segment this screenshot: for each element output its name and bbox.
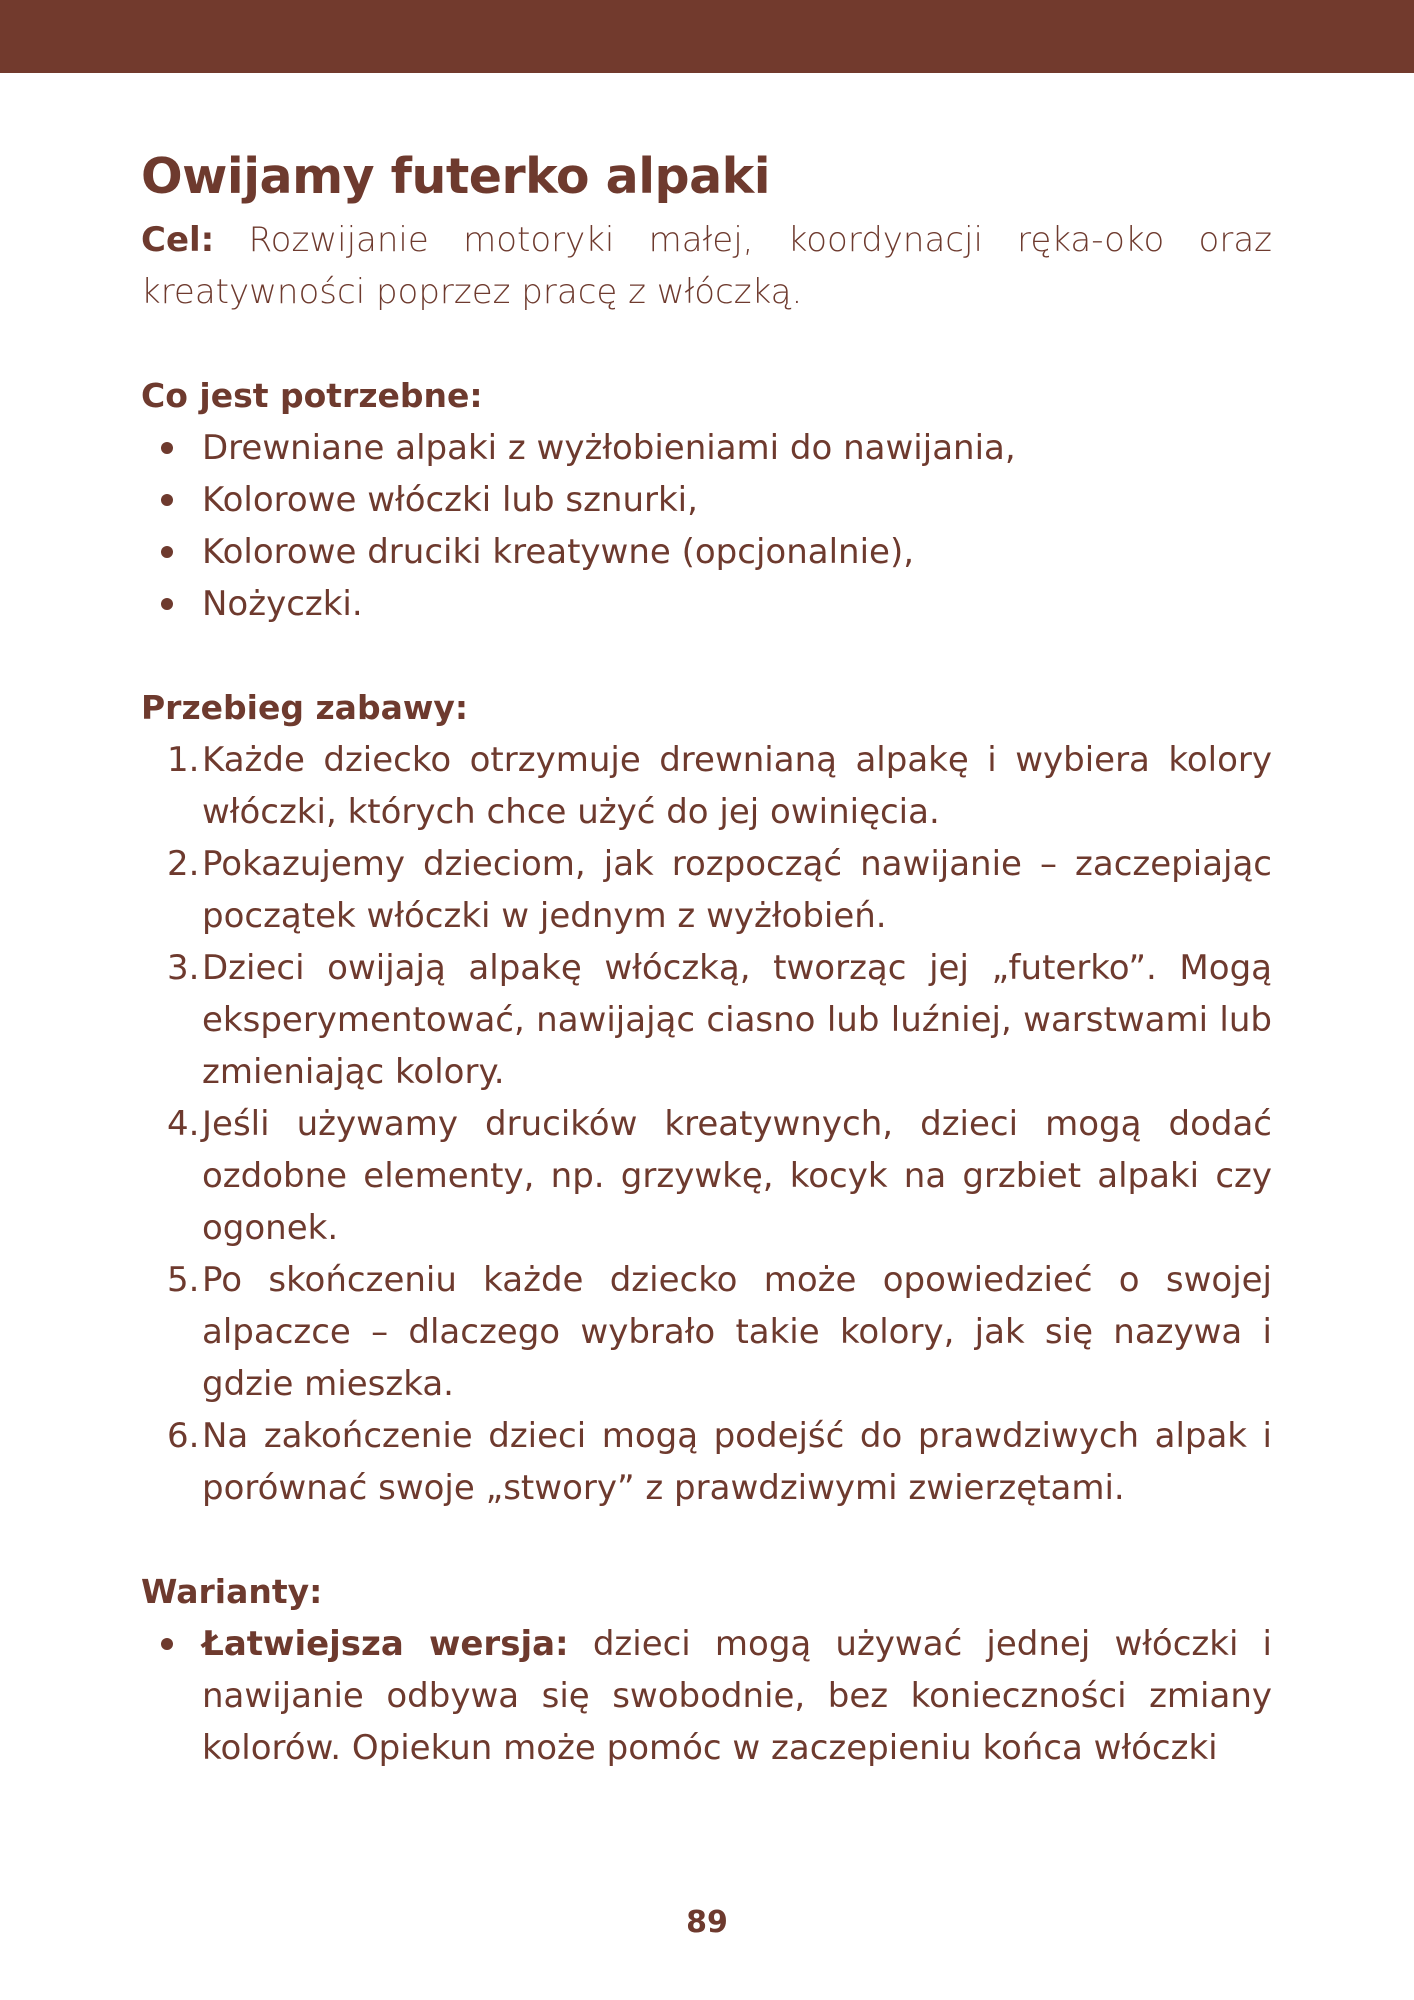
bullet-icon: [161, 1638, 173, 1650]
procedure-list: [141, 734, 1272, 1514]
goal-text: Rozwijanie motoryki małej, koordynacji ręka-oko oraz kreatywności poprzez pracę z włóczką.: [141, 220, 1273, 312]
bullet-icon: [161, 598, 173, 610]
goal-paragraph: [141, 214, 1272, 318]
step-item: [141, 1410, 1272, 1514]
list-item: [141, 578, 1272, 630]
procedure-heading: Przebieg zabawy:: [141, 688, 469, 727]
list-item: [141, 474, 1272, 526]
goal-label: Cel:: [141, 220, 215, 260]
step-text: Pokazujemy dzieciom, jak rozpocząć nawijanie – zaczepiając początek włóczki w jednym z wyżłobień.: [202, 844, 1272, 936]
materials-list: [141, 422, 1272, 630]
list-item-text: Kolorowe druciki kreatywne (opcjonalnie),: [202, 532, 915, 572]
variant-label: Łatwiejsza wersja:: [202, 1624, 569, 1664]
step-item: [141, 838, 1272, 942]
variant-item: [141, 1618, 1272, 1774]
step-number: 3.: [167, 948, 200, 988]
step-number: 1.: [167, 740, 200, 780]
step-item: [141, 942, 1272, 1098]
bullet-icon: [161, 494, 173, 506]
page-title: Owijamy futerko alpaki: [141, 148, 771, 205]
bullet-icon: [161, 442, 173, 454]
bullet-icon: [161, 546, 173, 558]
step-number: 5.: [167, 1260, 200, 1300]
list-item-text: Drewniane alpaki z wyżłobieniami do nawijania,: [202, 428, 1016, 468]
list-item-text: Nożyczki.: [202, 584, 363, 624]
variants-heading: Warianty:: [141, 1572, 323, 1611]
step-number: 2.: [167, 844, 200, 884]
step-item: [141, 734, 1272, 838]
materials-heading: Co jest potrzebne:: [141, 376, 483, 415]
step-text: Dzieci owijają alpakę włóczką, tworząc jej „futerko”. Mogą eksperymentować, nawijając ciasno lub luźniej, warstwami lub zmieniając kolory.: [202, 948, 1272, 1092]
step-item: [141, 1254, 1272, 1410]
step-number: 4.: [167, 1104, 200, 1144]
step-item: [141, 1098, 1272, 1254]
step-text: Każde dziecko otrzymuje drewnianą alpakę i wybiera kolory włóczki, których chce użyć do jej owinięcia.: [202, 740, 1272, 832]
variants-list: [141, 1618, 1272, 1774]
variant-text: dzieci mogą używać jednej włóczki i nawijanie odbywa się swobodnie, bez konieczności zmiany kolorów. Opiekun może pomóc w zaczepieniu końca włóczki: [202, 1624, 1273, 1768]
top-banner: [0, 0, 1414, 73]
list-item: [141, 526, 1272, 578]
step-text: Po skończeniu każde dziecko może opowiedzieć o swojej alpaczce – dlaczego wybrało takie kolory, jak się nazywa i gdzie mieszka.: [202, 1260, 1272, 1404]
list-item-text: Kolorowe włóczki lub sznurki,: [202, 480, 698, 520]
page-number: 89: [686, 1905, 728, 1940]
page-content: [141, 140, 1272, 1774]
step-text: Na zakończenie dzieci mogą podejść do prawdziwych alpak i porównać swoje „stwory” z prawdziwymi zwierzętami.: [202, 1416, 1272, 1508]
list-item: [141, 422, 1272, 474]
step-text: Jeśli używamy drucików kreatywnych, dzieci mogą dodać ozdobne elementy, np. grzywkę, kocyk na grzbiet alpaki czy ogonek.: [202, 1104, 1272, 1248]
step-number: 6.: [167, 1416, 200, 1456]
